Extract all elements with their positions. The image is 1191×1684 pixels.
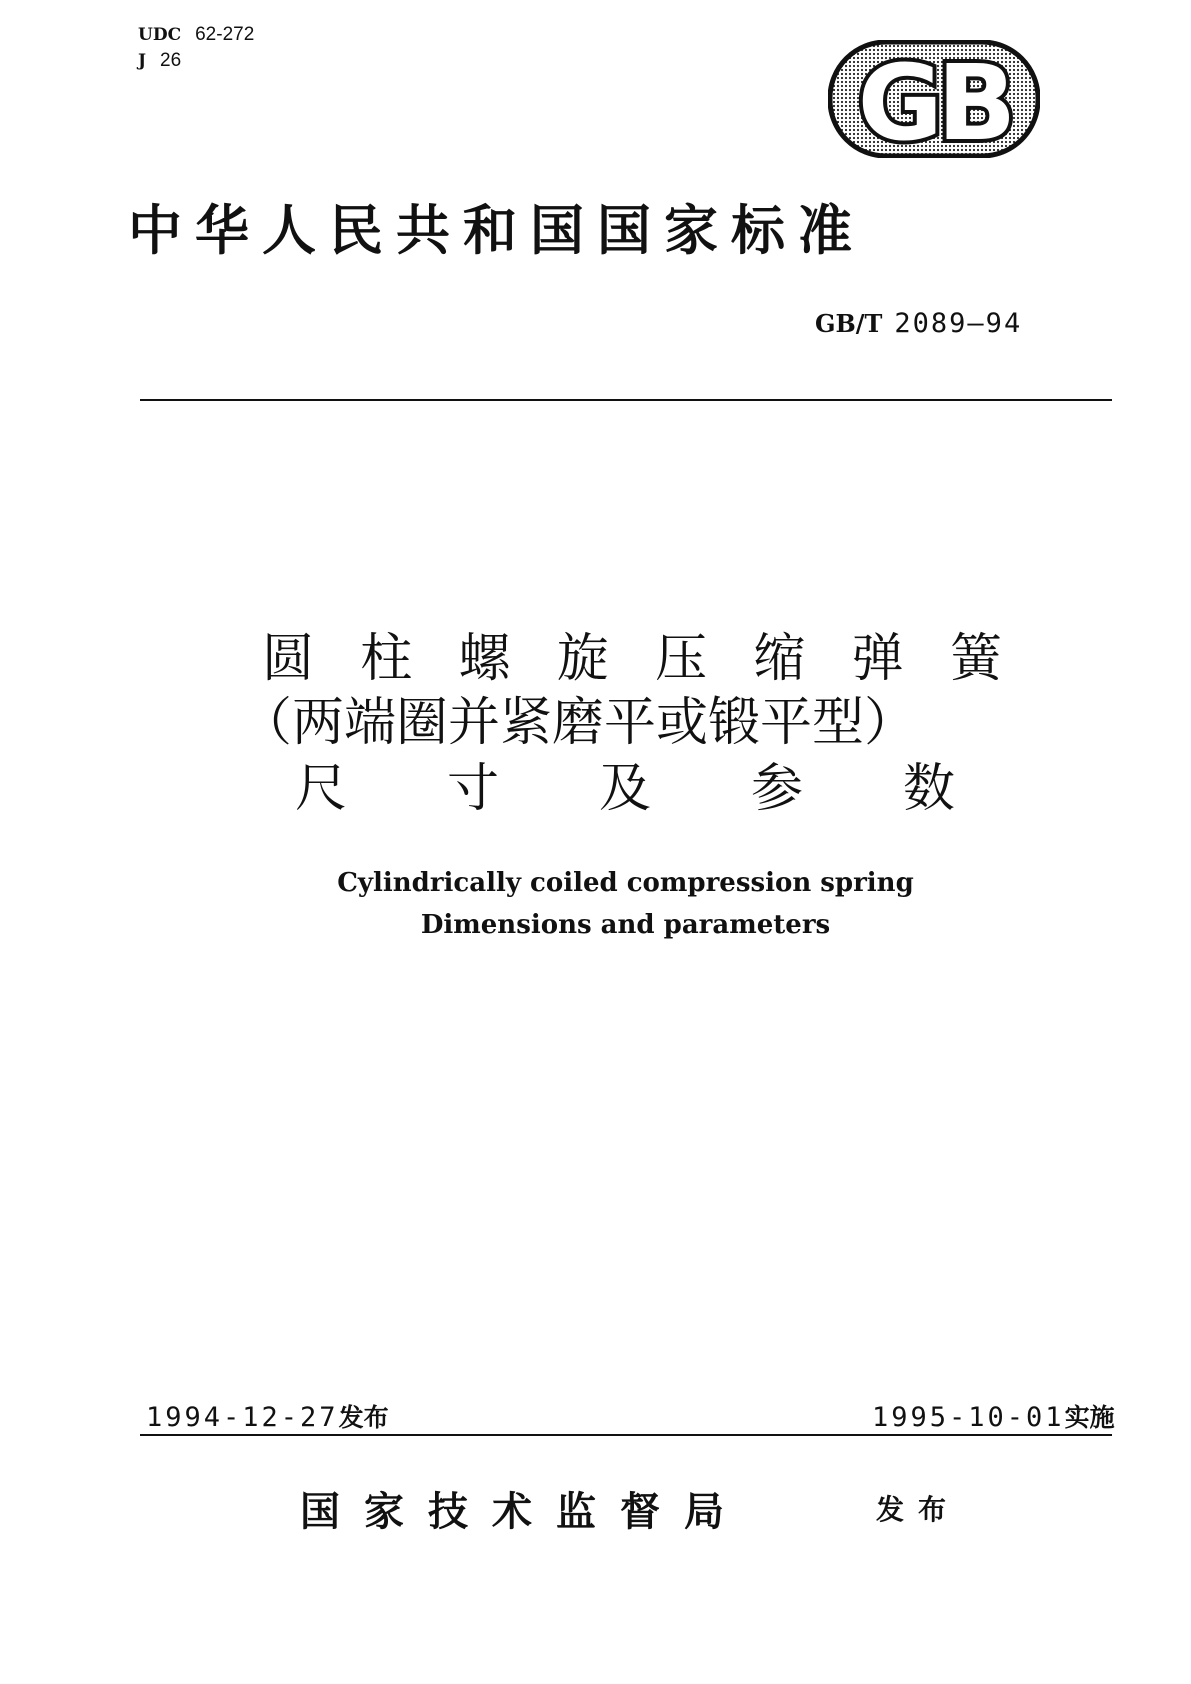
- title-cn-char: 圆: [262, 629, 315, 689]
- title-cn-char: 簧: [949, 629, 1002, 689]
- udc-value: 62-272: [195, 24, 255, 45]
- title-cn-char: 及: [598, 759, 651, 819]
- issue-date-value: 1994-12-27: [146, 1402, 339, 1433]
- standard-number: [815, 308, 1022, 339]
- title-cn-line1: [262, 628, 1002, 690]
- standard-prefix: GB/T: [815, 309, 883, 338]
- title-cn-line3: [295, 758, 955, 820]
- issuing-action: 发布: [876, 1493, 961, 1526]
- title-cn-char: 柱: [360, 629, 413, 689]
- j-label: J: [138, 51, 147, 71]
- national-standard-heading: 中华人民共和国国家标准: [128, 199, 865, 262]
- title-cn-char: 尺: [295, 759, 348, 819]
- j-code: [138, 48, 254, 74]
- title-cn-line2-text: （两端圈并紧磨平或锻平型）: [240, 693, 917, 753]
- gb-logo-text: GB: [857, 42, 1011, 158]
- title-cn-char: 寸: [446, 759, 499, 819]
- top-divider: [140, 399, 1112, 401]
- title-cn-char: 旋: [556, 629, 609, 689]
- implement-date: [872, 1398, 1115, 1434]
- standard-code: 2089—94: [894, 308, 1023, 339]
- title-cn-line2: [240, 692, 1020, 754]
- title-en-line2: Dimensions and parameters: [420, 910, 831, 940]
- implement-date-value: 1995-10-01: [872, 1402, 1065, 1433]
- udc-label: UDC: [138, 25, 182, 45]
- title-en-line1: Cylindrically coiled compression spring: [337, 868, 914, 898]
- implement-date-word: 实施: [1064, 1403, 1115, 1432]
- title-cn-char: 弹: [851, 629, 904, 689]
- title-cn-char: 参: [750, 759, 803, 819]
- title-cn-char: 螺: [458, 629, 511, 689]
- issue-date-word: 发布: [338, 1403, 389, 1432]
- title-cn-char: 数: [902, 759, 955, 819]
- gb-logo: [828, 40, 1040, 158]
- j-value: 26: [160, 50, 182, 71]
- title-cn-char: 缩: [753, 629, 806, 689]
- issue-date: [146, 1398, 389, 1434]
- title-cn-char: 压: [655, 629, 708, 689]
- issuing-authority: 国家技术监督局: [300, 1488, 748, 1535]
- bottom-divider: [140, 1434, 1112, 1436]
- udc-code: [138, 22, 254, 48]
- classification-codes: [138, 22, 254, 74]
